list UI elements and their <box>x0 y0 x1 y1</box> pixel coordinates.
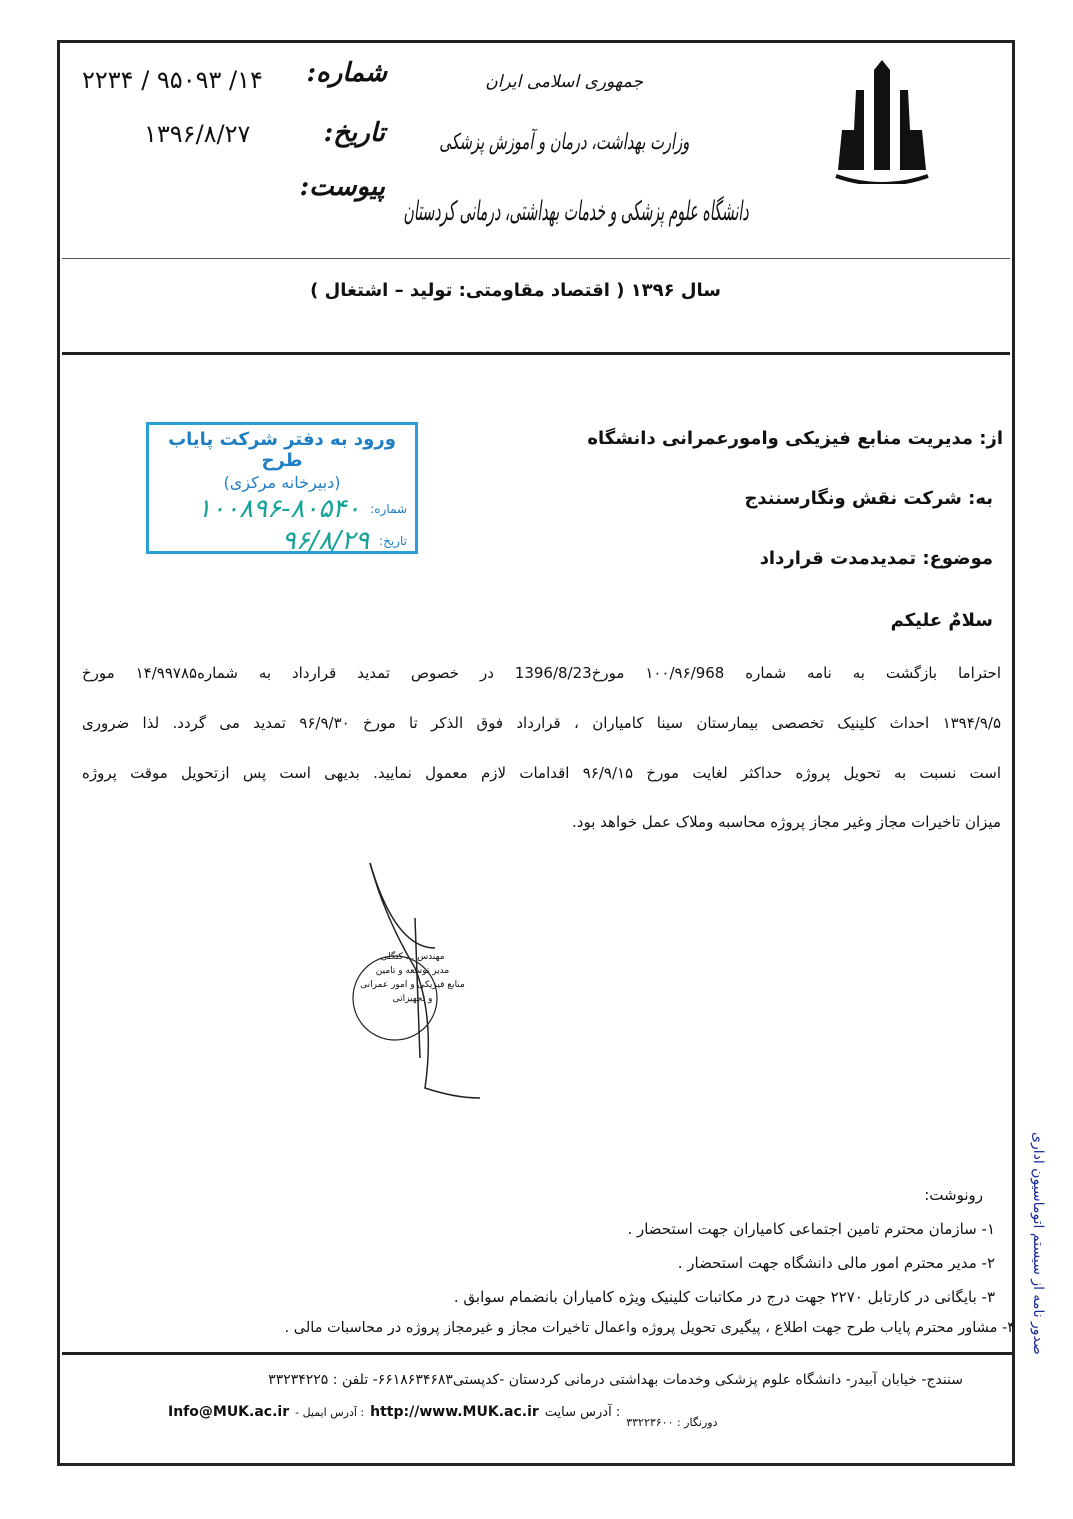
letter-frame <box>57 40 1015 1466</box>
stamp-title: ورود به دفتر شرکت پایاب طرح <box>168 429 396 471</box>
university-title: دانشگاه علوم پزشکی و خدمات بهداشتی، درمانی کردستان <box>403 196 749 227</box>
receipt-stamp <box>146 422 418 554</box>
signer-title: و تجهیزاتی <box>392 994 433 1004</box>
stamp-date: ۹۶/۸/۲۹ <box>281 526 370 556</box>
ministry-title: وزارت بهداشت، درمان و آموزش پزشکی <box>438 130 689 155</box>
letter-number: ۱۴/ ۹۵۰۹۳ / ۲۲۳۴ <box>82 66 263 94</box>
cc-item: ۳- بایگانی در کارتابل ۲۲۷۰ جهت درج در مکاتبات کلینیک ویژه کامیاران بانضمام سوابق . <box>453 1288 995 1306</box>
footer-contacts <box>168 1404 718 1429</box>
from-line: از: مدیریت منابع فیزیکی وامورعمرانی دانشگاه <box>587 428 1003 449</box>
cc-item: ۴- مشاور محترم پایاب طرح جهت اطلاع ، پیگیری تحویل پروژه واعمال تاخیرات مجاز و غیرمجاز پروژه در محاسبات مالی . <box>284 1320 1015 1336</box>
stamp-number-label: شماره: <box>370 502 407 516</box>
subject-line: موضوع: تمدیدمدت قرارداد <box>759 548 993 569</box>
attachment-label: پیوست: <box>299 172 385 202</box>
body-line: احتراما بازگشت به نامه شماره ۱۰۰/۹۶/968 مورخ1396/8/23 در خصوص تمدید قرارداد به شماره۱۴/۹۹۷۸۵ مورخ <box>82 664 1001 682</box>
number-label: شماره: <box>306 58 387 88</box>
divider <box>62 258 1010 259</box>
divider <box>62 1352 1012 1355</box>
cc-item: ۲- مدیر محترم امور مالی دانشگاه جهت استحضار . <box>677 1254 995 1272</box>
cc-label: رونوشت: <box>924 1186 983 1204</box>
divider <box>62 352 1010 355</box>
letter-date: ۱۳۹۶/۸/۲۷ <box>144 120 251 148</box>
footer-email[interactable]: Info@MUK.ac.ir <box>168 1404 290 1420</box>
to-line: به: شرکت نقش ونگارسنندج <box>744 488 993 509</box>
signer-name: مهندس ... کنگلی <box>380 952 445 962</box>
signer-title: منابع فیزیکی و امور عمرانی <box>360 980 465 990</box>
body-line: میزان تاخیرات مجاز وغیر مجاز پروژه محاسبه وملاک عمل خواهد بود. <box>572 813 1001 831</box>
automation-note: صدور نامه از سیستم اتوماسیون اداری <box>1030 1132 1046 1355</box>
year-motto: سال ۱۳۹۶ ( اقتصاد مقاومتی: تولید – اشتغال ) <box>310 280 721 301</box>
stamp-date-label: تاریخ: <box>379 534 407 548</box>
cc-item: ۱- سازمان محترم تامین اجتماعی کامیاران جهت استحضار . <box>627 1220 995 1238</box>
body-line: است نسبت به تحویل پروژه حداکثر لغایت مورخ ۹۶/۹/۱۵ اقدامات لازم معمول نمایید. بدیهی است پس ازتحویل موقت پروژه <box>82 764 1001 782</box>
signature-block <box>345 950 480 1006</box>
footer-website[interactable]: http://www.MUK.ac.ir <box>370 1404 539 1420</box>
footer-email-label: - آدرس ایمیل : <box>295 1406 365 1419</box>
greeting: سلامٌ علیکم <box>890 610 993 631</box>
republic-title: جمهوری اسلامی ایران <box>485 72 643 92</box>
signer-title: مدیر توسعه و تامین <box>375 966 450 976</box>
stamp-subtitle: (دبیرخانه مرکزی) <box>223 473 341 492</box>
university-logo-icon <box>834 60 930 184</box>
footer-fax: دورنگار : ۳۳۲۲۳۶۰۰ <box>626 1416 718 1429</box>
stamp-number: ۱۰۰۸۹۶-۸۰۵۴۰ <box>197 494 361 524</box>
footer-address: سنندج- خیابان آبیدر- دانشگاه علوم پزشکی وخدمات بهداشتی درمانی کردستان -کدپستی۶۶۱۸۶۳۴۶۸۳- تلفن : ۳۳۲۳۴۲۲۵ <box>268 1372 963 1388</box>
date-label: تاریخ: <box>323 118 385 148</box>
body-line: ۱۳۹۴/۹/۵ احداث کلینیک تخصصی بیمارستان سینا کامیاران ، قرارداد فوق الذکر تا مورخ ۹۶/۹/۳۰ تمدید می گردد. لذا ضروری <box>82 714 1002 732</box>
footer-site-label: آدرس سایت : <box>544 1405 621 1420</box>
